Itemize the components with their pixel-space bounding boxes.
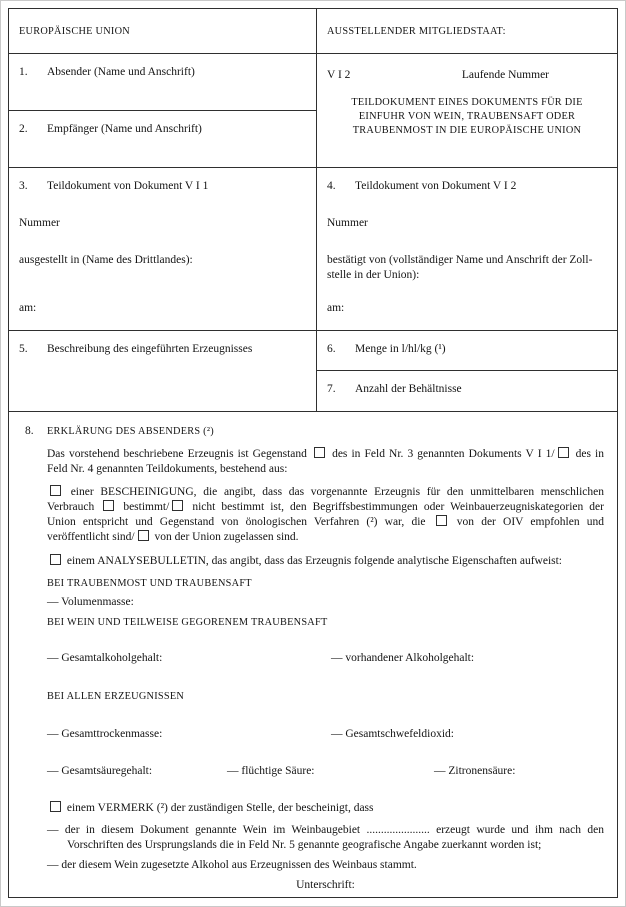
field-4-date-label: am:: [327, 302, 345, 314]
declaration-note-option: einem VERMERK (²) der zuständigen Stelle, der bescheinigt, dass: [47, 801, 604, 816]
field-3-label: Teildokument von Dokument V I 1: [47, 180, 209, 192]
item-total-acidity: — Gesamtsäuregehalt:: [47, 765, 153, 777]
field-4-confirmed-by-label: bestätigt von (vollständiger Name und Anschrift der Zoll-: [327, 254, 593, 266]
item-volatile-acidity: — flüchtige Säure:: [227, 765, 315, 777]
field-number: 3.: [19, 180, 28, 192]
checkbox[interactable]: [314, 447, 325, 458]
item-density: — Volumenmasse:: [47, 596, 134, 608]
field-6-label: Menge in l/hl/kg (¹): [355, 343, 446, 355]
item-actual-alcohol: — vorhandener Alkoholgehalt:: [331, 652, 475, 664]
heading-all-products: BEI ALLEN ERZEUGNISSEN: [47, 691, 185, 702]
wine-analysis-row: [47, 651, 604, 666]
field-number: 8.: [25, 425, 34, 437]
checkbox[interactable]: [138, 530, 149, 541]
field-3-extract-vi1: [9, 168, 317, 330]
field-7-label: Anzahl der Behältnisse: [355, 383, 462, 395]
field-5-product-description: [9, 331, 317, 411]
checkbox[interactable]: [103, 500, 114, 511]
field-1-sender: [9, 54, 317, 111]
field-number: 4.: [327, 180, 336, 192]
heading-wine-fermenting: BEI WEIN UND TEILWEISE GEGORENEM TRAUBENSAFT: [47, 617, 328, 628]
item-citric-acid: — Zitronensäure:: [434, 765, 516, 777]
checkbox[interactable]: [50, 801, 61, 812]
field-4-label: Teildokument von Dokument V I 2: [355, 180, 517, 192]
field-2-label: Empfänger (Name und Anschrift): [47, 123, 202, 135]
checkbox[interactable]: [50, 554, 61, 565]
declaration-analysis-option: einem ANALYSEBULLETIN, das angibt, dass das Erzeugnis folgende analytische Eigenschaften aufweist:: [47, 554, 604, 569]
item-total-dry-extract: — Gesamttrockenmasse:: [47, 728, 163, 740]
field-1-label: Absender (Name und Anschrift): [47, 66, 195, 78]
field-3-issued-in-label: ausgestellt in (Name des Drittlandes):: [19, 254, 193, 266]
field-4-confirmed-by-label-2: stelle in der Union):: [327, 269, 420, 281]
heading-must-and-juice: BEI TRAUBENMOST UND TRAUBENSAFT: [47, 578, 252, 589]
signature-label: Unterschrift:: [296, 879, 355, 891]
header-row: [9, 9, 617, 54]
sender-recipient-row: [9, 54, 617, 168]
field-4-number-label: Nummer: [327, 217, 368, 229]
field-8-declaration: [9, 412, 617, 897]
checkbox[interactable]: [172, 500, 183, 511]
field-6-quantity: [317, 331, 617, 371]
document-code: V I 2: [327, 69, 351, 81]
field-number: 2.: [19, 123, 28, 135]
field-3-date-label: am:: [19, 302, 37, 314]
field-4-extract-vi2: [317, 168, 617, 330]
note-item-added-alcohol: — der diesem Wein zugesetzte Alkohol aus Erzeugnissen des Weinbaus stammt.: [47, 859, 417, 871]
all-products-row-2: [47, 764, 604, 779]
field-number: 6.: [327, 343, 336, 355]
field-8-label: ERKLÄRUNG DES ABSENDERS (²): [47, 426, 214, 437]
item-total-alcohol: — Gesamtalkoholgehalt:: [47, 652, 163, 664]
field-2-recipient: [9, 111, 317, 167]
document-subtitle: TEILDOKUMENT EINES DOKUMENTS FÜR DIE EINFUHR VON WEIN, TRAUBENSAFT ODER TRAUBENMOST IN DIE EUROPÄISCHE UNION: [351, 97, 583, 136]
extract-documents-row: [9, 168, 617, 331]
form-table: [8, 8, 618, 898]
checkbox[interactable]: [50, 485, 61, 496]
field-number: 5.: [19, 343, 28, 355]
all-products-row-1: [47, 727, 604, 742]
checkbox[interactable]: [436, 515, 447, 526]
field-5-label: Beschreibung des eingeführten Erzeugnisses: [47, 343, 253, 355]
declaration-intro: Das vorstehend beschriebene Erzeugnis ist Gegenstand des in Feld Nr. 3 genannten Dokuments V I 1/ des in Feld Nr. 4 genannten Teildokuments, bestehend aus:: [47, 448, 604, 475]
item-total-sulphur-dioxide: — Gesamtschwefeldioxid:: [331, 728, 454, 740]
note-item-wine-region: — der in diesem Dokument genannte Wein im Weinbaugebiet ...................... erzeugt wurde und ihm nach den Vorschriften des Ursprungslands die in Feld Nr. 5 genannte geografische Angabe zuerkannt worden ist;: [47, 824, 604, 851]
field-7-containers: [317, 371, 617, 411]
document-code-cell: [317, 54, 617, 167]
issuing-member-state-label: AUSSTELLENDER MITGLIEDSTAAT:: [317, 9, 617, 54]
field-number: 1.: [19, 66, 28, 78]
eu-union-title: EUROPÄISCHE UNION: [9, 9, 317, 54]
declaration-certificate-option: einer BESCHEINIGUNG, die angibt, dass das vorgenannte Erzeugnis für den unmittelbaren menschlichen Verbrauch bestimmt/ nicht bestimmt ist, den Begriffsbestimmungen oder Weinbauerzeugniskategorien der Union entspricht und Gegenstand von önologischen Verfahren (²) war, die von der OIV empfohlen und veröffentlicht sind/ von der Union zugelassen sind.: [47, 486, 605, 543]
product-quantity-row: [9, 331, 617, 412]
field-3-number-label: Nummer: [19, 217, 60, 229]
serial-number-label: Laufende Nummer: [461, 69, 549, 81]
field-number: 7.: [327, 383, 336, 395]
checkbox[interactable]: [558, 447, 569, 458]
